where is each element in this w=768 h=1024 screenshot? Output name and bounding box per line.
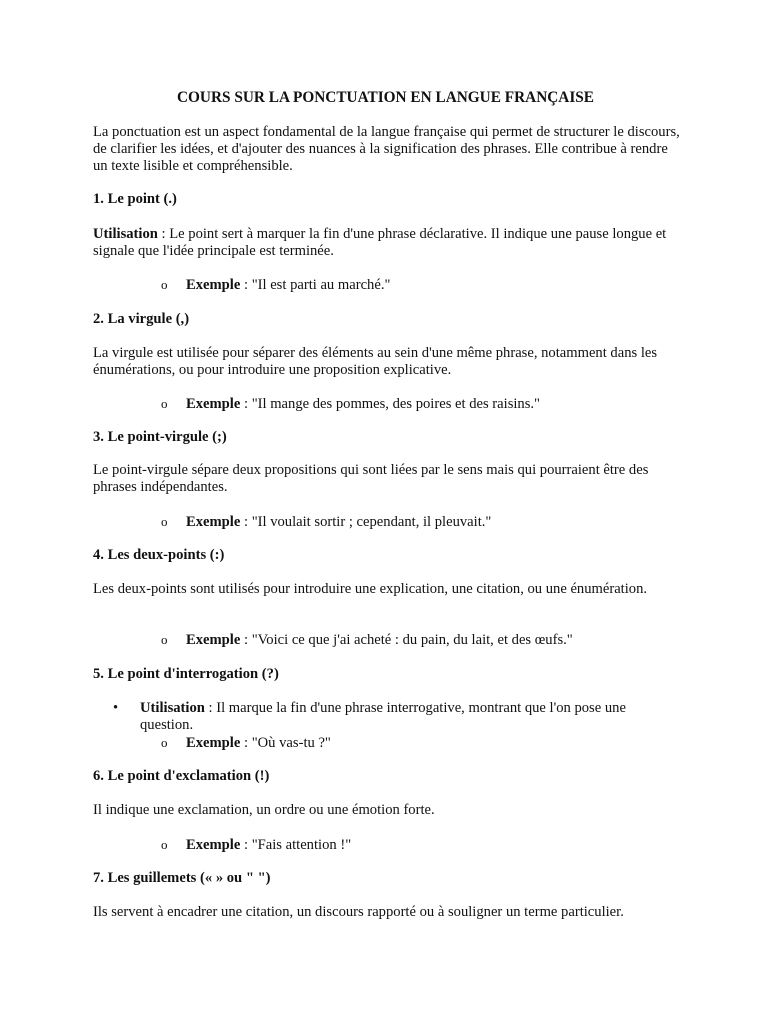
exemple-label: Exemple xyxy=(186,735,241,751)
section-5-bullet xyxy=(113,700,673,734)
section-6-paragraph: Il indique une exclamation, un ordre ou une émotion forte. xyxy=(93,802,435,818)
section-4-heading: 4. Les deux-points (:) xyxy=(93,547,225,563)
section-5-heading: 5. Le point d'interrogation (?) xyxy=(93,666,279,682)
section-4-example: o Exemple : "Voici ce que j'ai acheté : du pain, du lait, et des œufs." xyxy=(161,632,573,648)
section-5-paragraph: Utilisation : Il marque la fin d'une phrase interrogative, montrant que l'on pose une question. xyxy=(140,700,626,733)
section-3-paragraph: Le point-virgule sépare deux propositions qui sont liées par le sens mais qui pourraient être des phrases indépendantes. xyxy=(93,462,649,495)
sub-bullet-icon: o xyxy=(161,837,168,852)
sub-bullet-icon: o xyxy=(161,735,168,750)
section-2-heading: 2. La virgule (,) xyxy=(93,311,190,327)
example-text: "Il mange des pommes, des poires et des raisins." xyxy=(251,396,541,412)
utilisation-label: Utilisation xyxy=(93,226,158,242)
exemple-label: Exemple xyxy=(186,396,241,412)
section-2-example: o Exemple : "Il mange des pommes, des poires et des raisins." xyxy=(161,396,541,412)
example-text: "Il est parti au marché." xyxy=(251,277,391,293)
bullet-icon: • xyxy=(113,700,119,716)
section-1-heading: 1. Le point (.) xyxy=(93,191,177,207)
intro-paragraph: La ponctuation est un aspect fondamental de la langue française qui permet de structurer le discours, de clarifier les idées, et d'ajouter des nuances à la signification des phrases. Elle contribue à rendre un texte lisible et compréhensible. xyxy=(93,124,680,174)
exemple-label: Exemple xyxy=(186,837,241,853)
example-text: "Voici ce que j'ai acheté : du pain, du lait, et des œufs." xyxy=(251,632,573,648)
section-2-paragraph: La virgule est utilisée pour séparer des éléments au sein d'une même phrase, notamment dans les énumérations, ou pour introduire une proposition explicative. xyxy=(93,345,658,378)
section-4-paragraph: Les deux-points sont utilisés pour introduire une explication, une citation, ou une énumération. xyxy=(93,581,648,597)
example-text: "Fais attention !" xyxy=(251,837,352,853)
exemple-label: Exemple xyxy=(186,514,241,530)
utilisation-label: Utilisation xyxy=(140,700,205,716)
sub-bullet-icon: o xyxy=(161,396,168,411)
section-7-paragraph: Ils servent à encadrer une citation, un discours rapporté ou à souligner un terme particulier. xyxy=(93,904,624,920)
section-7-heading: 7. Les guillemets (« » ou " ") xyxy=(93,870,271,886)
section-1-example: o Exemple : "Il est parti au marché." xyxy=(161,277,391,293)
section-5-text: Il marque la fin d'une phrase interrogative, montrant que l'on pose une question. xyxy=(140,700,626,733)
section-3-example: o Exemple : "Il voulait sortir ; cependant, il pleuvait." xyxy=(161,514,492,530)
exemple-label: Exemple xyxy=(186,632,241,648)
section-6-example: o Exemple : "Fais attention !" xyxy=(161,837,352,853)
section-3-heading: 3. Le point-virgule (;) xyxy=(93,429,227,445)
example-text: "Où vas-tu ?" xyxy=(251,735,331,751)
section-1-paragraph: Utilisation : Le point sert à marquer la fin d'une phrase déclarative. Il indique une pause longue et signale que l'idée principale est terminée. xyxy=(93,226,667,259)
sub-bullet-icon: o xyxy=(161,514,168,529)
sub-bullet-icon: o xyxy=(161,632,168,647)
sub-bullet-icon: o xyxy=(161,277,168,292)
section-5-example: o Exemple : "Où vas-tu ?" xyxy=(161,735,331,751)
exemple-label: Exemple xyxy=(186,277,241,293)
section-6-heading: 6. Le point d'exclamation (!) xyxy=(93,768,270,784)
section-1-text: Le point sert à marquer la fin d'une phrase déclarative. Il indique une pause longue et signale que l'idée principale est terminée. xyxy=(93,226,667,259)
example-text: "Il voulait sortir ; cependant, il pleuvait." xyxy=(251,514,492,530)
document-title: COURS SUR LA PONCTUATION EN LANGUE FRANÇAISE xyxy=(176,89,595,106)
